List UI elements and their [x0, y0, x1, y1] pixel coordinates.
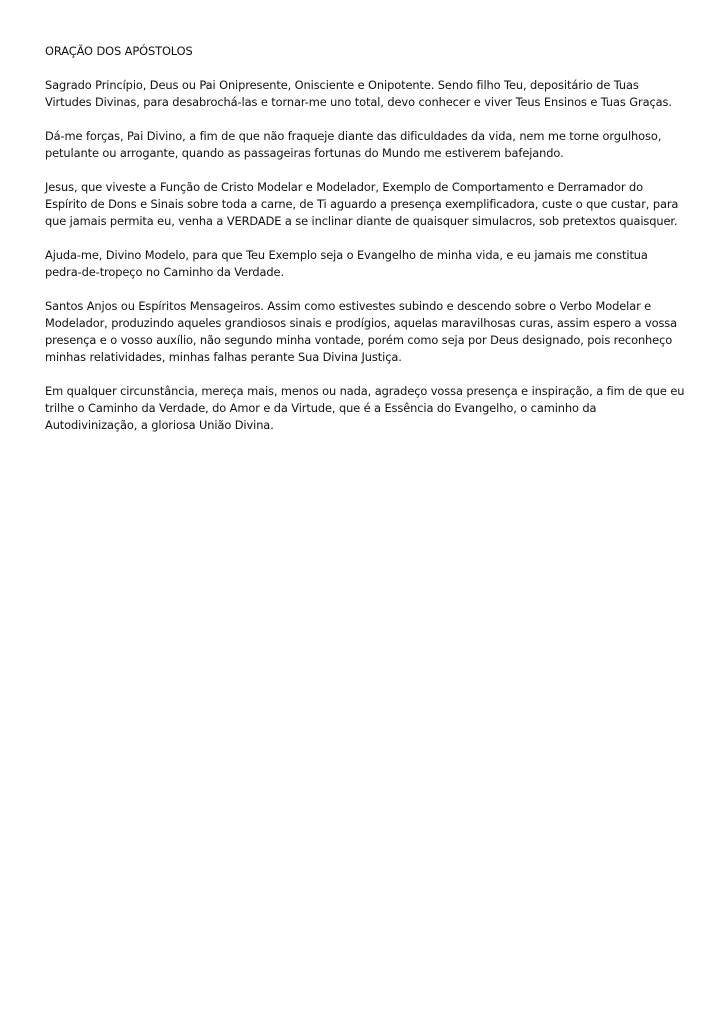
- paragraph-2: Dá-me forças, Pai Divino, a fim de que não fraqueje diante das dificuldades da vida, nem me torne orgulhoso, petulante ou arrogante, quando as passageiras fortunas do Mundo me estiverem bafejando.: [45, 129, 662, 160]
- paragraph-3: Jesus, que viveste a Função de Cristo Modelar e Modelador, Exemplo de Comportamento e Derramador do Espírito de Dons e Sinais sobre toda a carne, de Ti aguardo a presença exemplificadora, custe o que custar, para que jamais permita eu, venha a VERDADE a se inclinar diante de quaisquer simulacros, sob pretextos quaisquer.: [45, 180, 679, 228]
- paragraph-4: Ajuda-me, Divino Modelo, para que Teu Exemplo seja o Evangelho de minha vida, e eu jamais me constitua pedra-de-tropeço no Caminho da Verdade.: [45, 248, 648, 279]
- document-body: [45, 43, 685, 451]
- paragraph-6: Em qualquer circunstância, mereça mais, menos ou nada, agradeço vossa presença e inspiração, a fim de que eu trilhe o Caminho da Verdade, do Amor e da Virtude, que é a Essência do Evangelho, o caminho da Autodivinização, a gloriosa União Divina.: [45, 384, 685, 432]
- paragraph-5: Santos Anjos ou Espíritos Mensageiros. Assim como estivestes subindo e descendo sobre o Verbo Modelar e Modelador, produzindo aqueles grandiosos sinais e prodígios, aquelas maravilhosas curas, assim espero a vossa presença e o vosso auxílio, não segundo minha vontade, porém como seja por Deus designado, pois reconheço minhas relatividades, minhas falhas perante Sua Divina Justiça.: [45, 299, 678, 364]
- paragraph-1: Sagrado Princípio, Deus ou Pai Onipresente, Onisciente e Onipotente. Sendo filho Teu, depositário de Tuas Virtudes Divinas, para desabrochá-las e tornar-me uno total, devo conhecer e viver Teus Ensinos e Tuas Graças.: [45, 78, 672, 109]
- document-title: ORAÇÃO DOS APÓSTOLOS: [45, 44, 193, 58]
